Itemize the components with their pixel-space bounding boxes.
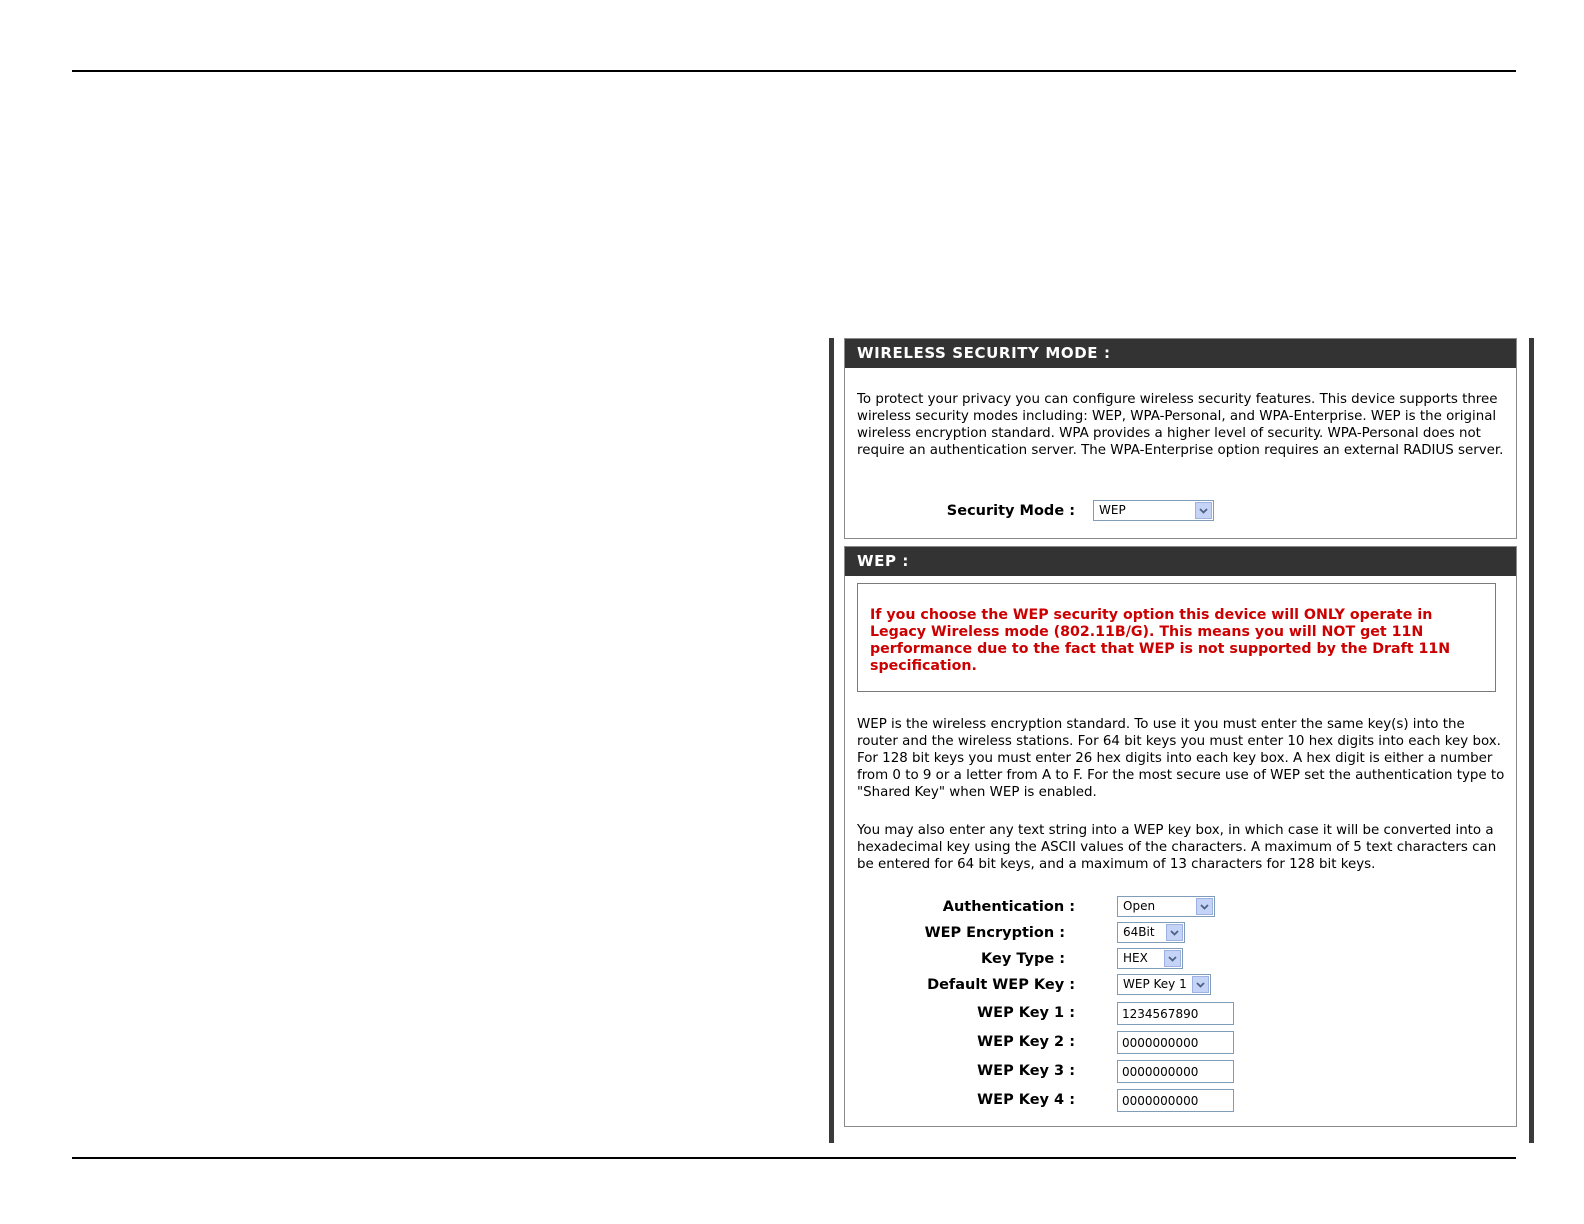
authentication-select[interactable] bbox=[1117, 896, 1215, 917]
wep-warning-box bbox=[857, 583, 1496, 692]
security-mode-select[interactable] bbox=[1093, 500, 1214, 521]
wep-encryption-label: WEP Encryption : bbox=[924, 925, 1065, 941]
wep-warning-text: If you choose the WEP security option this device will ONLY operate in Legacy Wireless mode (802.11B/G). This means you will NOT get 11N performance due to the fact that WEP is not supported by the Draft 11N specification. bbox=[870, 607, 1451, 674]
wep-key-3-label: WEP Key 3 : bbox=[977, 1063, 1075, 1079]
wep-key-3-input[interactable] bbox=[1117, 1060, 1234, 1083]
router-settings-panel bbox=[829, 338, 1534, 1143]
authentication-value: Open bbox=[1123, 899, 1156, 913]
wep-encryption-select[interactable] bbox=[1117, 922, 1185, 943]
security-mode-label: Security Mode : bbox=[946, 503, 1075, 519]
chevron-down-icon[interactable] bbox=[1166, 924, 1183, 941]
wep-key-1-label: WEP Key 1 : bbox=[977, 1005, 1075, 1021]
wep-key-2-label: WEP Key 2 : bbox=[977, 1034, 1075, 1050]
wep-text-description: You may also enter any text string into a WEP key box, in which case it will be converted into a hexadecimal key using the ASCII values of the characters. A maximum of 5 text characters can be entered for 64 bit keys, and a maximum of 13 characters for 128 bit keys. bbox=[857, 823, 1497, 872]
security-description: To protect your privacy you can configure wireless security features. This device supports three wireless security modes including: WEP, WPA-Personal, and WPA-Enterprise. WEP is the original wireless encryption standard. WPA provides a higher level of security. WPA-Personal does not require an authentication server. The WPA-Enterprise option requires an external RADIUS server. bbox=[857, 392, 1504, 458]
default-wep-key-value: WEP Key 1 bbox=[1123, 977, 1187, 991]
default-wep-key-select[interactable] bbox=[1117, 974, 1211, 995]
chevron-down-icon[interactable] bbox=[1195, 502, 1212, 519]
security-mode-value: WEP bbox=[1099, 503, 1126, 517]
key-type-label: Key Type : bbox=[981, 951, 1065, 967]
default-wep-key-label: Default WEP Key : bbox=[927, 977, 1075, 993]
wireless-security-mode-box bbox=[844, 338, 1517, 539]
chevron-down-icon[interactable] bbox=[1164, 950, 1181, 967]
wep-key-2-input[interactable] bbox=[1117, 1031, 1234, 1054]
key-type-value: HEX bbox=[1123, 951, 1148, 965]
wireless-security-mode-header: WIRELESS SECURITY MODE : bbox=[845, 339, 1516, 368]
chevron-down-icon[interactable] bbox=[1192, 976, 1209, 993]
authentication-label: Authentication : bbox=[942, 899, 1075, 915]
key-type-select[interactable] bbox=[1117, 948, 1183, 969]
wep-encryption-value: 64Bit bbox=[1123, 925, 1155, 939]
wep-box bbox=[844, 546, 1517, 1127]
chevron-down-icon[interactable] bbox=[1196, 898, 1213, 915]
wep-key-4-label: WEP Key 4 : bbox=[977, 1092, 1075, 1108]
wep-header: WEP : bbox=[845, 547, 1516, 576]
wep-key-1-input[interactable] bbox=[1117, 1002, 1234, 1025]
top-divider bbox=[72, 70, 1516, 72]
bottom-divider bbox=[72, 1157, 1516, 1159]
wep-key-4-input[interactable] bbox=[1117, 1089, 1234, 1112]
wep-description: WEP is the wireless encryption standard. To use it you must enter the same key(s) into the router and the wireless stations. For 64 bit keys you must enter 10 hex digits into each key box. For 128 bit keys you must enter 26 hex digits into each key box. A hex digit is either a number from 0 to 9 or a letter from A to F. For the most secure use of WEP set the authentication type to "Shared Key" when WEP is enabled. bbox=[857, 717, 1505, 800]
